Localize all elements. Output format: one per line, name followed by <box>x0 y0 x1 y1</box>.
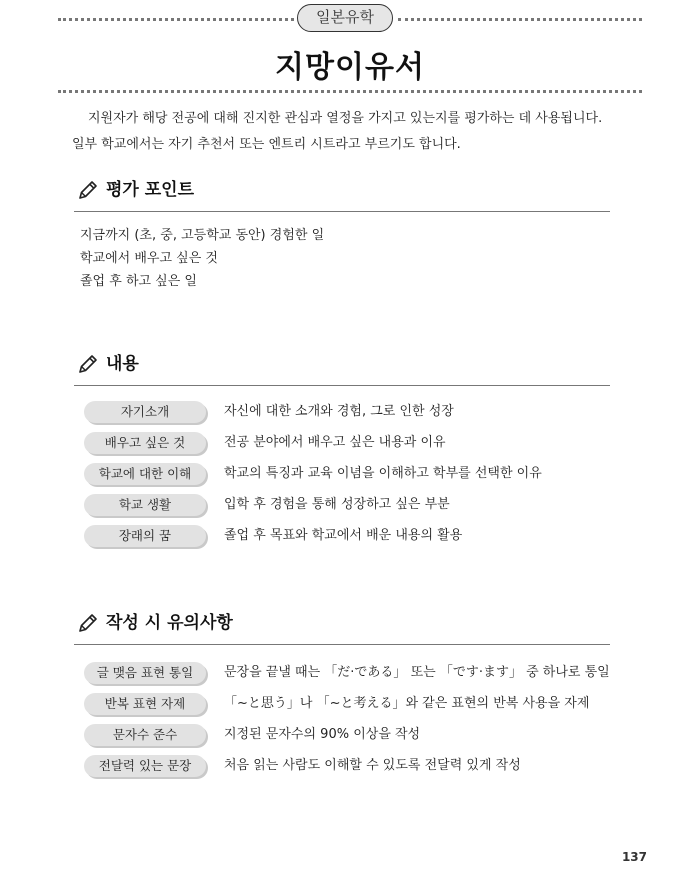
section-title: 작성 시 유의사항 <box>106 613 233 633</box>
row-description: 전공 분야에서 배우고 싶은 내용과 이유 <box>224 435 446 450</box>
row-description: 자신에 대한 소개와 경험, 그로 인한 성장 <box>224 404 454 419</box>
pencil-icon <box>76 178 100 202</box>
evaluation-list <box>80 224 324 293</box>
list-item: 졸업 후 하고 싶은 일 <box>80 274 197 289</box>
pencil-icon <box>76 352 100 376</box>
category-badge: 일본유학 <box>297 4 393 32</box>
table-row <box>84 523 644 554</box>
intro-line: 일부 학교에서는 자기 추천서 또는 엔트리 시트라고 부르기도 합니다. <box>72 137 461 152</box>
list-item: 지금까지 (초, 중, 고등학교 동안) 경험한 일 <box>80 228 325 243</box>
section-title: 평가 포인트 <box>106 180 195 200</box>
content-table <box>84 399 644 554</box>
section-title: 내용 <box>106 354 139 374</box>
table-row <box>84 691 644 722</box>
intro-line: 지원자가 해당 전공에 대해 진지한 관심과 열정을 가지고 있는지를 평가하는 데 사용됩니다. <box>88 111 603 126</box>
row-label: 글 맺음 표현 통일 <box>84 662 206 684</box>
row-description: 입학 후 경험을 통해 성장하고 싶은 부분 <box>224 497 450 512</box>
row-label: 문자수 준수 <box>84 724 206 746</box>
row-description: 학교의 특징과 교육 이념을 이해하고 학부를 선택한 이유 <box>224 466 542 481</box>
row-description: 처음 읽는 사람도 이해할 수 있도록 전달력 있게 작성 <box>224 758 521 773</box>
row-label: 학교에 대한 이해 <box>84 463 206 485</box>
row-label: 학교 생활 <box>84 494 206 516</box>
table-row <box>84 430 644 461</box>
cautions-table <box>84 660 644 784</box>
row-description: 졸업 후 목표와 학교에서 배운 내용의 활용 <box>224 528 463 543</box>
dotted-divider <box>58 90 642 93</box>
page-number: 137 <box>621 850 647 864</box>
row-label: 반복 표현 자제 <box>84 693 206 715</box>
row-label: 자기소개 <box>84 401 206 423</box>
table-row <box>84 461 644 492</box>
section-heading-evaluation <box>74 176 610 212</box>
intro-paragraph <box>72 106 632 158</box>
dotted-divider <box>58 18 294 21</box>
row-label: 전달력 있는 문장 <box>84 755 206 777</box>
row-description: 문장을 끝낼 때는 「だ·である」 또는 「です·ます」 중 하나로 통일 <box>224 665 610 680</box>
table-row <box>84 399 644 430</box>
table-row <box>84 660 644 691</box>
list-item: 학교에서 배우고 싶은 것 <box>80 251 218 266</box>
row-description: 「~と思う」나 「~と考える」와 같은 표현의 반복 사용을 자제 <box>224 696 590 711</box>
page-title: 지망이유서 <box>275 50 425 85</box>
row-label: 배우고 싶은 것 <box>84 432 206 454</box>
row-description: 지정된 문자수의 90% 이상을 작성 <box>224 727 421 742</box>
table-row <box>84 722 644 753</box>
table-row <box>84 492 644 523</box>
dotted-divider <box>398 18 642 21</box>
pencil-icon <box>76 611 100 635</box>
section-heading-content <box>74 350 610 386</box>
table-row <box>84 753 644 784</box>
section-heading-cautions <box>74 609 610 645</box>
row-label: 장래의 꿈 <box>84 525 206 547</box>
